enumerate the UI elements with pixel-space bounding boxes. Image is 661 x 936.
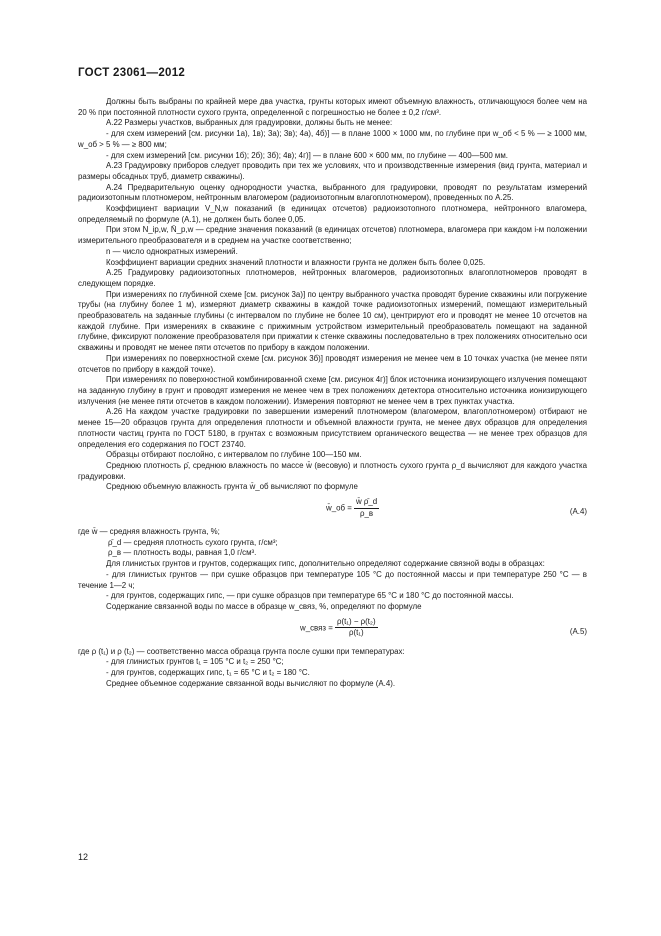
formula-a5-numerator: ρ(t₁) − ρ(t₂) xyxy=(335,617,378,629)
formula-a4-fraction xyxy=(354,497,379,519)
legend-item: где w̄ — средняя влажность грунта, %; xyxy=(78,527,220,537)
paragraph: При измерениях по поверхностной комбинированной схеме [см. рисунок 4г)] блок источника ионизирующего излучения помещают на заданную глубину в грунт и проводят измерения не менее чем в трех положениях детектора относительно источника ионизирующего излучения (не менее пяти отсчетов в каждом положении). Измерения повторяют не менее чем в трех пунктах участка. xyxy=(78,375,587,406)
legend-item: ρ_в — плотность воды, равная 1,0 г/см³. xyxy=(108,548,257,558)
paragraph: Образцы отбирают послойно, с интервалом по глубине 100—150 мм. xyxy=(106,450,362,460)
paragraph: Должны быть выбраны по крайней мере два участка, грунты которых имеют объемную влажность, отличающуюся более чем на 20 % при постоянной плотности сухого грунта, определенной с погрешностью не более ± 0,2 г/см³. xyxy=(78,97,587,117)
list-item: - для глинистых грунтов — при сушке образцов при температуре 105 °С до постоянной массы и при температуре 250 °С — в течение 1—2 ч; xyxy=(78,569,587,590)
formula-a5-number: (А.5) xyxy=(569,626,587,636)
list-item: - для грунтов, содержащих гипс, t₁ = 65 °С и t₂ = 180 °С. xyxy=(106,668,310,678)
document-body xyxy=(78,97,587,689)
paragraph: n — число однократных измерений. xyxy=(106,246,238,256)
formula-a5-fraction xyxy=(335,617,378,639)
clause-a24: А.24 Предварительную оценку однородности участка, выбранного для градуировки, проводят по результатам измерений радиоизотопным плотномером, нейтронным влагомером (радиоизотопным влагоплотномером), проведенных по А.25. xyxy=(78,182,587,203)
formula-a5-expression: w_связ = $\frac{\text{ρ(t₁) − ρ(t₂)}}{\text{ρ(t₁)}}$ xyxy=(300,616,376,638)
paragraph: При измерениях по глубинной схеме [см. рисунок 3а)] по центру выбранного участка проводят бурение скважины или погружение трубы (на глубину более 1 м), измеряют диаметр скважины в каждой точке радиоизотопных измерений, помещают измерительный преобразователь на заданные глубины (с интервалом по глубине не более 10 см), центрируют его и проводят не менее 10 отсчетов на каждой глубине. При измерениях в скважине с прижимным устройством измерительный преобразователь помещают на заданной глубине, фиксируют положение преобразователя при прижатии к стенке скважины последовательно в трех положениях относительно оси скважины и проводят не менее пяти отсчетов по прибору в каждом положении. xyxy=(78,289,587,353)
formula-a4-number: (А.4) xyxy=(569,507,587,517)
list-item: - для схем измерений [см. рисунки 1б); 2б); 3б); 4в); 4г)] — в плане 600 × 600 мм, по глубине — 400—500 мм. xyxy=(106,150,508,160)
formula-a4-denominator: ρ_в xyxy=(360,508,374,518)
paragraph: Среднюю плотность ρ̄, среднюю влажность по массе w̄ (весовую) и плотность сухого грунта ρ_d вычисляют для каждого участка градуировки. xyxy=(78,460,587,481)
paragraph: Коэффициент вариации V_N,w показаний (в единицах отсчетов) радиоизотопного плотномера, нейтронного влагомера, определяемый по формуле (А.1), не должен быть более 0,05. xyxy=(78,204,587,224)
paragraph: Среднюю объемную влажность грунта w̄_об вычисляют по формуле xyxy=(106,482,358,492)
legend-item: ρ̄_d — средняя плотность сухого грунта, г/см³; xyxy=(108,537,278,547)
formula-a4 xyxy=(78,493,587,527)
formula-a4-numerator: w̄ ρ̄_d xyxy=(354,497,379,509)
paragraph: Для глинистых грунтов и грунтов, содержащих гипс, дополнительно определяют содержание связной воды в образцах: xyxy=(106,559,545,569)
list-item: - для схем измерений [см. рисунки 1а), 1в); 3а); 3в); 4а), 4б)] — в плане 1000 × 1000 мм, по глубине при w_об < 5 % — ≥ 1000 мм, w_об > 5 % — ≥ 800 мм; xyxy=(78,129,587,149)
page-number: 12 xyxy=(78,852,89,862)
list-item: - для глинистых грунтов t₁ = 105 °С и t₂ = 250 °С; xyxy=(106,657,284,667)
paragraph: При этом N_ip,w, N̄_p,w — средние значения показаний (в единицах отсчетов) плотномера, влагомера при каждом i-м положении измерительного преобразователя и в среднем на участке соответственно; xyxy=(78,225,587,246)
list-item: - для грунтов, содержащих гипс, — при сушке образцов при температуре 65 °С и 180 °С до постоянной массы. xyxy=(106,591,514,601)
clause-a23: А.23 Градуировку приборов следует проводить при тех же условиях, что и производственные измерения (вид грунта, материал и размеры обсадных труб, диаметр скважины). xyxy=(78,161,587,181)
page-header-title: ГОСТ 23061—2012 xyxy=(78,67,186,79)
legend-item: где ρ (t₁) и ρ (t₂) — соответственно масса образца грунта после сушки при температурах: xyxy=(78,646,405,656)
paragraph: При измерениях по поверхностной схеме [см. рисунок 3б)] проводят измерения не менее чем в 10 точках участка (не менее пяти отсчетов по прибору в каждой точке). xyxy=(78,353,587,374)
paragraph: Коэффициент вариации средних значений плотности и влажности грунта не должен быть более 0,025. xyxy=(106,257,486,267)
formula-a5-denominator: ρ(t₁) xyxy=(349,628,364,638)
paragraph: Содержание связанной воды по массе в образце w_связ, %, определяют по формуле xyxy=(106,601,422,611)
formula-a5 xyxy=(78,613,587,647)
clause-a22: А.22 Размеры участков, выбранных для градуировки, должны быть не менее: xyxy=(106,118,393,128)
clause-a25: А.25 Градуировку радиоизотопных плотномеров, нейтронных влагомеров, радиоизотопных влагоплотномеров проводят в следующем порядке. xyxy=(78,268,587,288)
formula-a4-lhs: w̄_об xyxy=(326,503,345,513)
formula-a4-expression: w̄_об = $\frac{w̄ \rhō\_d}{\rho\_в}$ xyxy=(326,497,378,518)
formula-a4-legend xyxy=(78,527,587,559)
paragraph: Среднее объемное содержание связанной воды вычисляют по формуле (А.4). xyxy=(106,678,396,688)
formula-a5-lhs: w_связ xyxy=(300,622,327,632)
clause-a26: А.26 На каждом участке градуировки по завершении измерений плотномером (влагомером, влагоплотномером) отбирают не менее 15—20 образцов грунта для определения плотности и объемной влажности грунта, не менее двух образцов для определения плотности частиц грунта по ГОСТ 5180, в грунтах с возможным присутствием органического вещества — не менее трех образцов для определения его содержания по ГОСТ 23740. xyxy=(78,407,587,449)
